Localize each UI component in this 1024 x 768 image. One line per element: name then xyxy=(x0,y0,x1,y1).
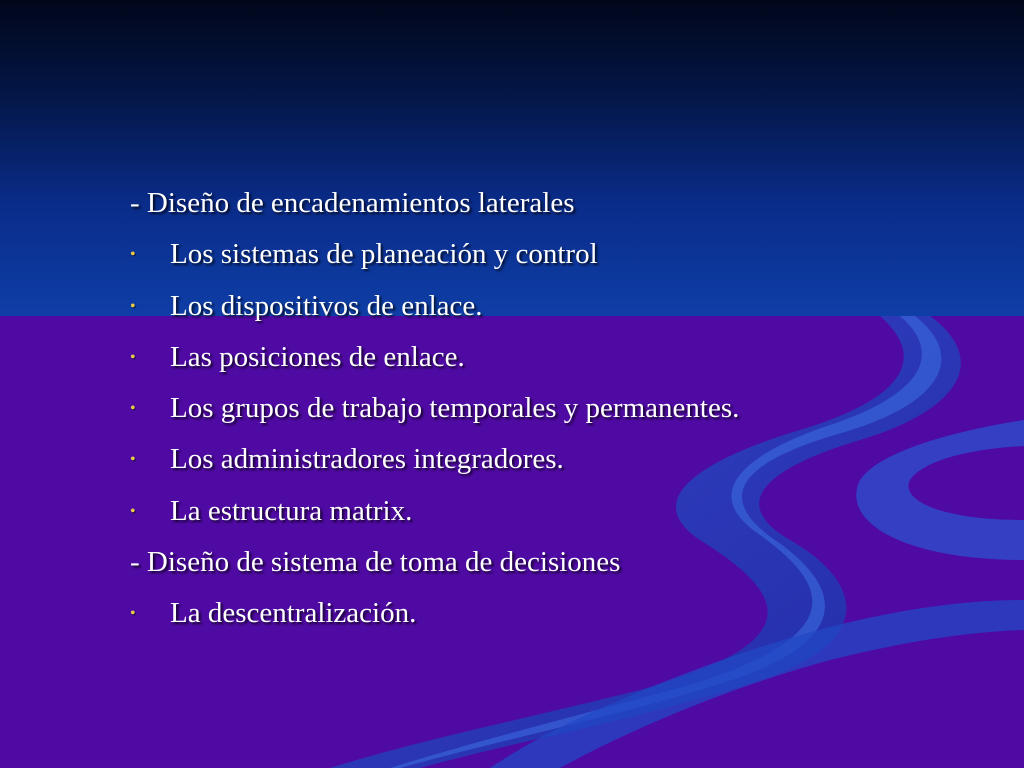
bullet-text: Las posiciones de enlace. xyxy=(170,340,465,373)
bullet-icon: • xyxy=(130,451,136,469)
bullet-icon: • xyxy=(130,502,136,520)
heading-text: - Diseño de encadenamientos laterales xyxy=(130,187,575,219)
bullet-item xyxy=(130,383,990,434)
bullet-text: La descentralización. xyxy=(170,597,417,630)
bullet-text: Los dispositivos de enlace. xyxy=(170,289,483,322)
bullet-icon: • xyxy=(130,400,136,418)
bullet-text: Los administradores integradores. xyxy=(170,443,564,476)
bullet-icon: • xyxy=(130,348,136,366)
bullet-item xyxy=(130,281,990,332)
bullet-item xyxy=(130,486,990,537)
bullet-icon: • xyxy=(130,605,136,623)
heading-line-1 xyxy=(130,178,990,229)
heading-text: - Diseño de sistema de toma de decisiones xyxy=(130,546,621,579)
slide-content xyxy=(130,178,990,640)
heading-line-2 xyxy=(130,537,990,588)
bullet-text: Los grupos de trabajo temporales y permanentes. xyxy=(170,392,740,425)
bullet-item xyxy=(130,434,990,485)
bullet-item xyxy=(130,229,990,280)
bullet-text: Los sistemas de planeación y control xyxy=(170,238,598,271)
bullet-item xyxy=(130,332,990,383)
bullet-icon: • xyxy=(130,246,136,264)
bullet-text: La estructura matrix. xyxy=(170,494,413,527)
bullet-item xyxy=(130,588,990,639)
bullet-icon: • xyxy=(130,297,136,315)
